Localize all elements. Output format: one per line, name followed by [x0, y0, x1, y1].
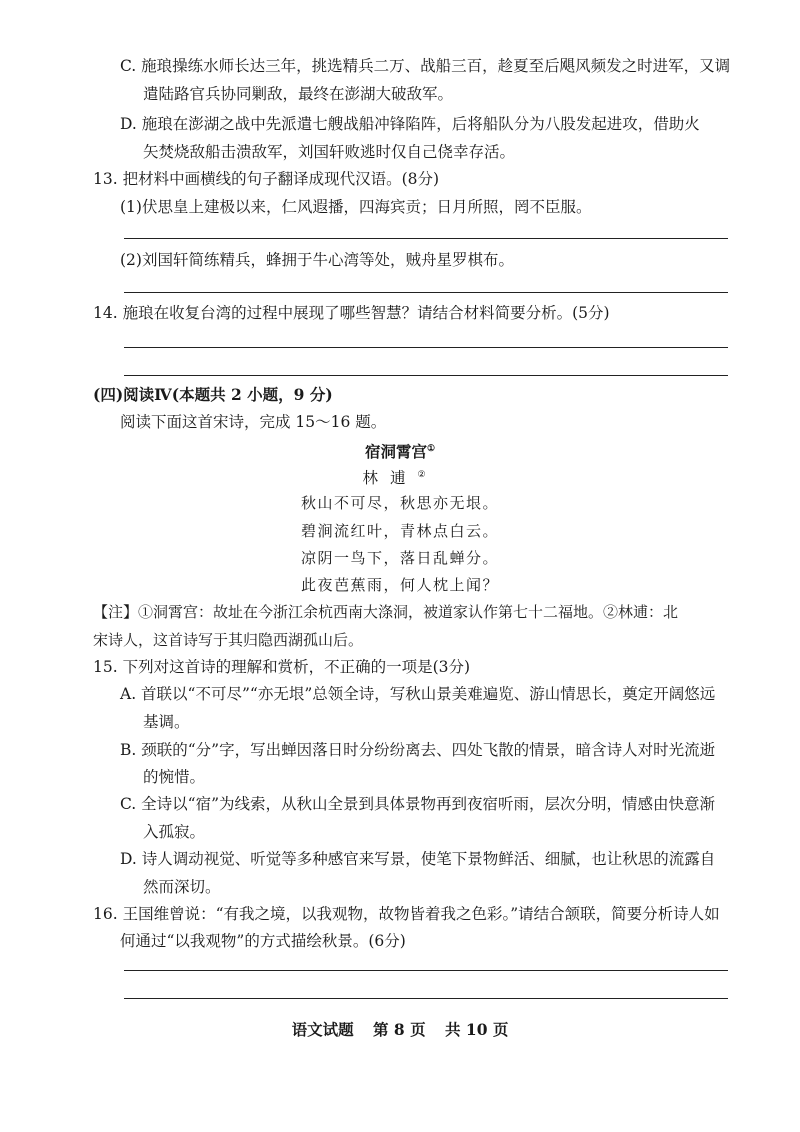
- q12-option-c-line1: C. 施琅操练水师长达三年，挑选精兵二万、战船三百，趁夏至后飓风频发之时进军，又调: [120, 57, 731, 75]
- poem-line: 碧涧流红叶，青林点白云。: [300, 522, 499, 540]
- q15-option-d-line1: D. 诗人调动视觉、听觉等多种感官来写景，使笔下景物鲜活、细腻，也让秋思的流露自: [120, 850, 716, 868]
- page-footer: [0, 1018, 800, 1040]
- poem-author: [0, 466, 800, 488]
- answer-line[interactable]: [124, 998, 728, 999]
- answer-line[interactable]: [124, 970, 728, 971]
- answer-line[interactable]: [124, 375, 728, 376]
- footer-page-number: 第 8 页: [373, 1020, 426, 1039]
- poem-note-line2: 宋诗人，这首诗写于其归隐西湖孤山后。: [93, 631, 364, 649]
- section-4-heading: (四)阅读Ⅳ(本题共 2 小题，9 分): [93, 385, 333, 404]
- poem-author-name: 林逋: [362, 469, 418, 487]
- poem-title: [0, 440, 800, 462]
- q15-option-a-line2: 基调。: [143, 713, 190, 731]
- poem-author-footnote-mark: ②: [417, 469, 438, 480]
- q15-option-d-line2: 然而深切。: [143, 878, 221, 896]
- footer-total-pages: 共 10 页: [445, 1020, 509, 1039]
- q15-option-b-line1: B. 颈联的“分”字，写出蝉因落日时分纷纷离去、四处飞散的情景，暗含诗人对时光流逝: [120, 741, 716, 759]
- q13-sentence-1: (1)伏思皇上建极以来，仁风遐播，四海宾贡；日月所照，罔不臣服。: [120, 198, 592, 216]
- q15-option-a-line1: A. 首联以“不可尽”“亦无垠”总领全诗，写秋山景美难遍览、游山情思长，奠定开阔悠远: [120, 685, 716, 703]
- q13-stem: 13. 把材料中画横线的句子翻译成现代汉语。(8分): [93, 170, 440, 188]
- poem-line: 秋山不可尽，秋思亦无垠。: [300, 494, 499, 512]
- answer-line[interactable]: [124, 292, 728, 293]
- q12-option-d-line2: 矢焚烧敌船击溃敌军，刘国轩败逃时仅自己侥幸存活。: [143, 143, 516, 161]
- poem-line: 凉阴一鸟下，落日乱蝉分。: [300, 549, 499, 567]
- poem-title-footnote-mark: ①: [426, 443, 436, 454]
- poem-note-line1: 【注】①洞霄宫：故址在今浙江余杭西南大涤洞，被道家认作第七十二福地。②林逋：北: [93, 603, 679, 621]
- footer-subject: 语文试题: [291, 1020, 354, 1039]
- q15-option-c-line2: 入孤寂。: [143, 823, 206, 841]
- q15-option-c-line1: C. 全诗以“宿”为线索，从秋山全景到具体景物再到夜宿听雨，层次分明，情感由快意渐: [120, 795, 716, 813]
- section-4-intro: 阅读下面这首宋诗，完成 15～16 题。: [120, 413, 387, 431]
- q12-option-d-line1: D. 施琅在澎湖之战中先派遣七艘战船冲锋陷阵，后将船队分为八股发起进攻，借助火: [120, 115, 700, 133]
- q16-stem-line1: 16. 王国维曾说：“有我之境，以我观物，故物皆着我之色彩。”请结合颔联，简要分析诗人如: [93, 905, 720, 923]
- poem-title-text: 宿洞霄宫: [364, 442, 427, 461]
- q12-option-c-line2: 遣陆路官兵协同剿敌，最终在澎湖大破敌军。: [143, 85, 454, 103]
- q14-stem: 14. 施琅在收复台湾的过程中展现了哪些智慧？请结合材料简要分析。(5分): [93, 304, 610, 322]
- q16-stem-line2: 何通过“以我观物”的方式描绘秋景。(6分): [120, 932, 406, 950]
- q13-sentence-2: (2)刘国轩简练精兵，蜂拥于牛心湾等处，贼舟星罗棋布。: [120, 251, 514, 269]
- answer-line[interactable]: [124, 238, 728, 239]
- answer-line[interactable]: [124, 347, 728, 348]
- poem-line: 此夜芭蕉雨，何人枕上闻？: [300, 576, 499, 594]
- q15-stem: 15. 下列对这首诗的理解和赏析，不正确的一项是(3分): [93, 658, 471, 676]
- q15-option-b-line2: 的惋惜。: [143, 768, 206, 786]
